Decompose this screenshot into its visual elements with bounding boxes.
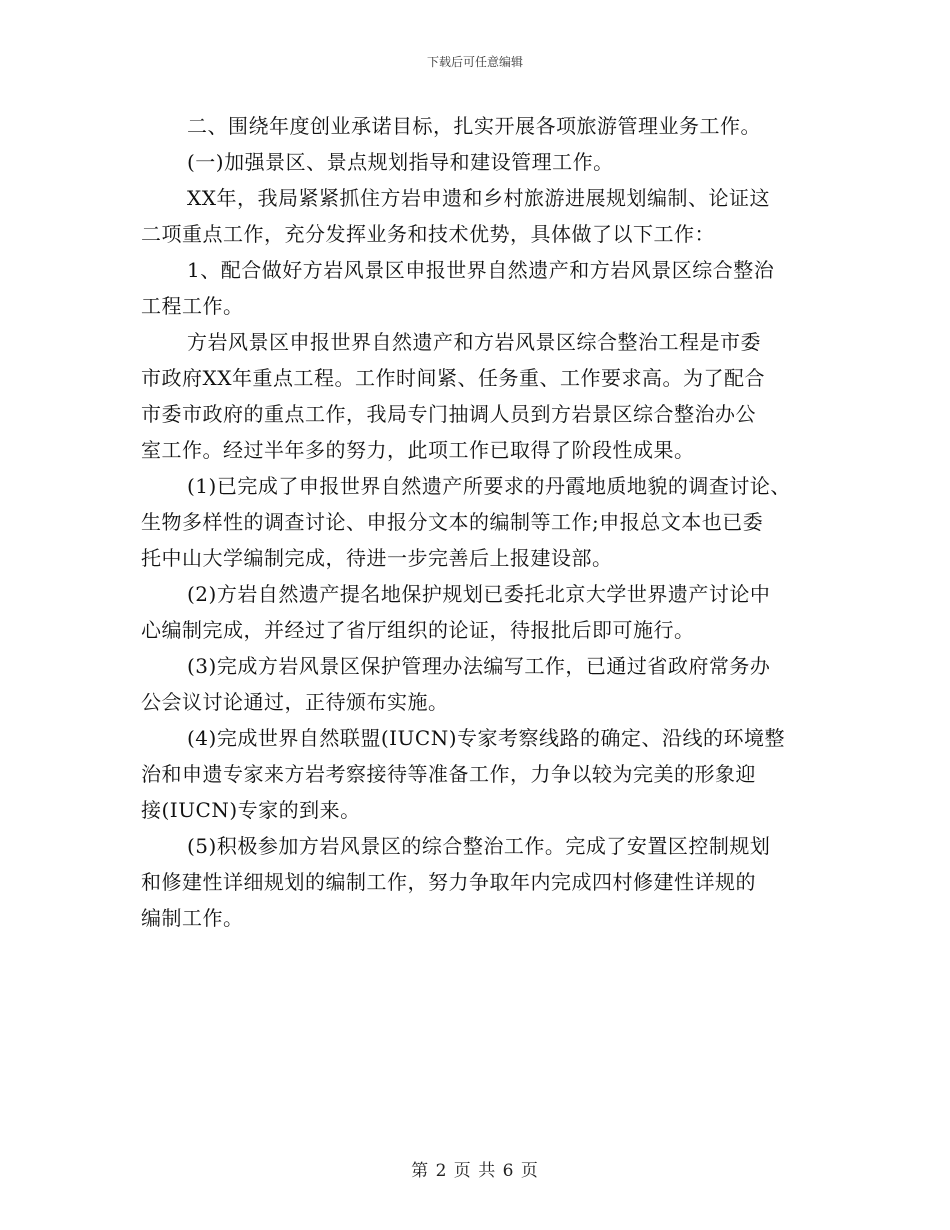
page-number-footer: 第 2 页 共 6 页 — [411, 1161, 539, 1181]
text-line: 市委市政府的重点工作，我局专门抽调人员到方岩景区综合整治办公 — [141, 402, 756, 426]
text-line: 心编制完成，并经过了省厅组织的论证，待报批后即可施行。 — [141, 618, 695, 642]
text-line: XX年，我局紧紧抓住方岩申遗和乡村旅游进展规划编制、论证这 — [187, 186, 770, 210]
text-line: 接(IUCN)专家的到来。 — [141, 798, 361, 822]
text-line: 二项重点工作，充分发挥业务和技术优势，具体做了以下工作： — [141, 222, 715, 246]
text-line: (2)方岩自然遗产提名地保护规划已委托北京大学世界遗产讨论中 — [187, 582, 771, 606]
text-line: (5)积极参加方岩风景区的综合整治工作。完成了安置区控制规划 — [187, 834, 771, 858]
text-line: (1)已完成了申报世界自然遗产所要求的丹霞地质地貌的调查讨论、 — [187, 474, 791, 498]
text-line: 室工作。经过半年多的努力，此项工作已取得了阶段性成果。 — [141, 438, 695, 462]
text-line: 市政府XX年重点工程。工作时间紧、任务重、工作要求高。为了配合 — [141, 366, 765, 390]
text-line: 公会议讨论通过，正待颁布实施。 — [141, 690, 449, 714]
text-line: (3)完成方岩风景区保护管理办法编写工作，已通过省政府常务办 — [187, 654, 771, 678]
text-line: 治和申遗专家来方岩考察接待等准备工作，力争以较为完美的形象迎 — [141, 762, 756, 786]
text-line: 方岩风景区申报世界自然遗产和方岩风景区综合整治工程是市委 — [187, 330, 761, 354]
text-line: (4)完成世界自然联盟(IUCN)专家考察线路的确定、沿线的环境整 — [187, 726, 785, 750]
text-line: 编制工作。 — [141, 906, 244, 930]
text-line: 工程工作。 — [141, 294, 244, 318]
text-line: 1、配合做好方岩风景区申报世界自然遗产和方岩风景区综合整治 — [187, 258, 775, 282]
document-body — [141, 108, 811, 936]
page-header: 下载后可任意编辑 — [426, 55, 523, 69]
text-line: 托中山大学编制完成，待进一步完善后上报建设部。 — [141, 546, 613, 570]
text-line: 二、围绕年度创业承诺目标，扎实开展各项旅游管理业务工作。 — [187, 114, 761, 138]
text-line: 和修建性详细规划的编制工作，努力争取年内完成四村修建性详规的 — [141, 870, 756, 894]
text-line: (一)加强景区、景点规划指导和建设管理工作。 — [187, 150, 614, 174]
text-line: 生物多样性的调查讨论、申报分文本的编制等工作;申报总文本也已委 — [141, 510, 764, 534]
